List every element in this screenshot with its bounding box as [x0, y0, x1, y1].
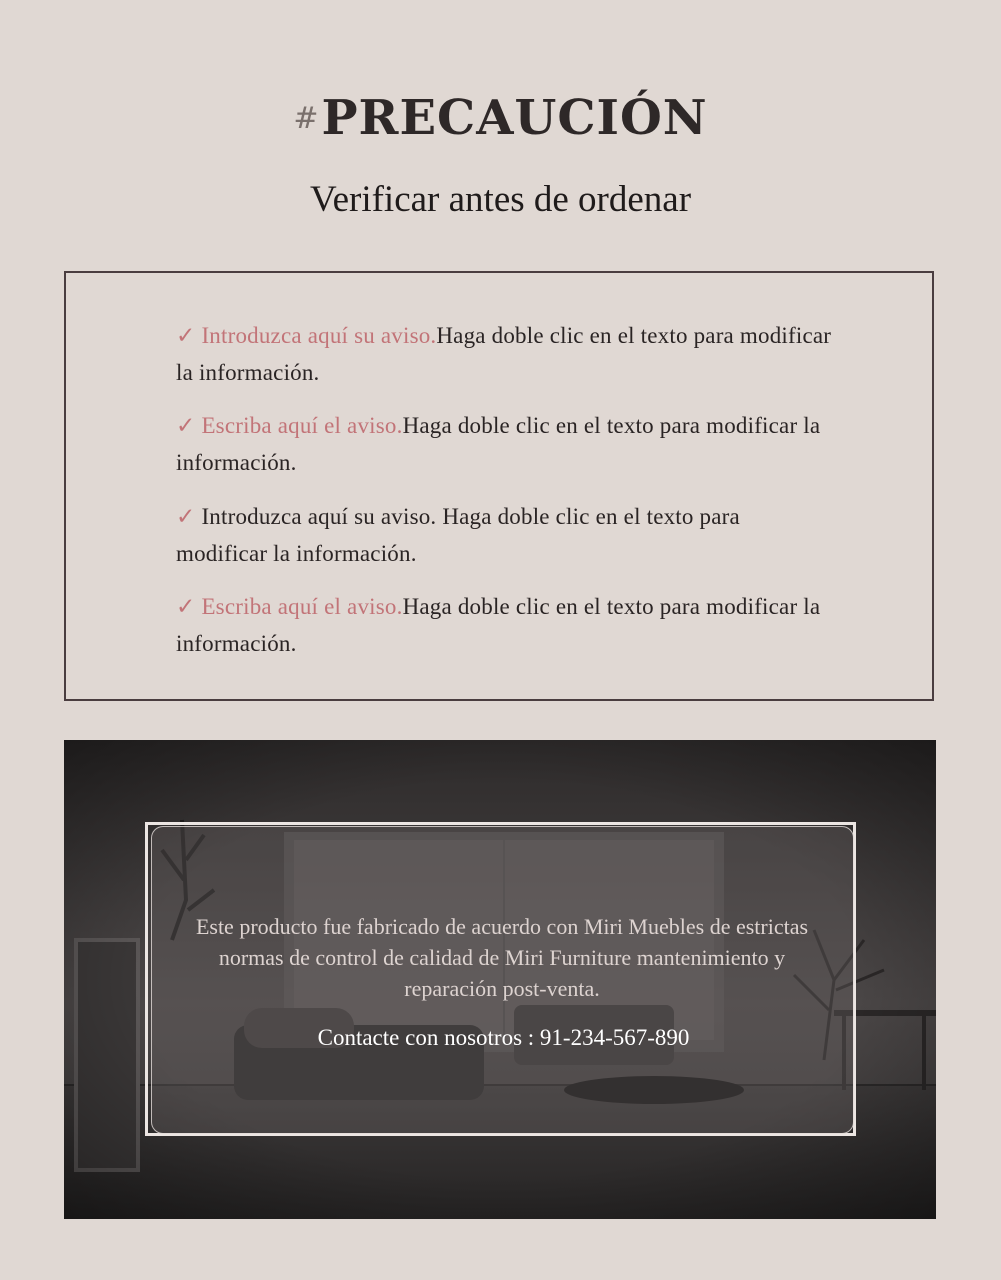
check-icon: ✓ — [176, 594, 196, 619]
notice-highlight: Escriba aquí el aviso. — [201, 413, 403, 438]
notice-item — [176, 317, 836, 391]
product-description: Este producto fue fabricado de acuerdo con Miri Muebles de estrictas normas de control de calidad de Miri Furniture mantenimiento y reparación post-venta. — [195, 914, 809, 1001]
notice-box — [64, 271, 934, 701]
notice-item — [176, 407, 836, 481]
notice-highlight: Introduzca aquí su aviso. — [201, 504, 437, 529]
title-hash: # — [293, 101, 320, 136]
notice-item — [176, 498, 836, 572]
check-icon: ✓ — [176, 323, 196, 348]
page-title — [0, 88, 1001, 149]
title-text: PRECAUCIÓN — [321, 90, 708, 146]
notice-text: Haga doble clic en el texto para modificar la información. — [176, 413, 821, 475]
contact-phone[interactable]: Contacte con nosotros : 91-234-567-890 — [317, 1025, 690, 1050]
check-icon: ✓ — [176, 504, 196, 529]
room-photo — [64, 740, 936, 1219]
check-icon: ✓ — [176, 413, 196, 438]
notice-item — [176, 588, 836, 662]
info-frame — [145, 822, 856, 1136]
page-subtitle: Verificar antes de ordenar — [309, 179, 692, 220]
notice-highlight: Introduzca aquí su aviso. — [201, 323, 437, 348]
notice-text: Haga doble clic en el texto para modificar la información. — [176, 594, 821, 656]
notice-highlight: Escriba aquí el aviso. — [201, 594, 403, 619]
notice-text: Haga doble clic en el texto para modificar la información. — [176, 504, 740, 566]
notice-text: Haga doble clic en el texto para modificar la información. — [176, 323, 832, 385]
info-panel — [151, 826, 854, 1134]
